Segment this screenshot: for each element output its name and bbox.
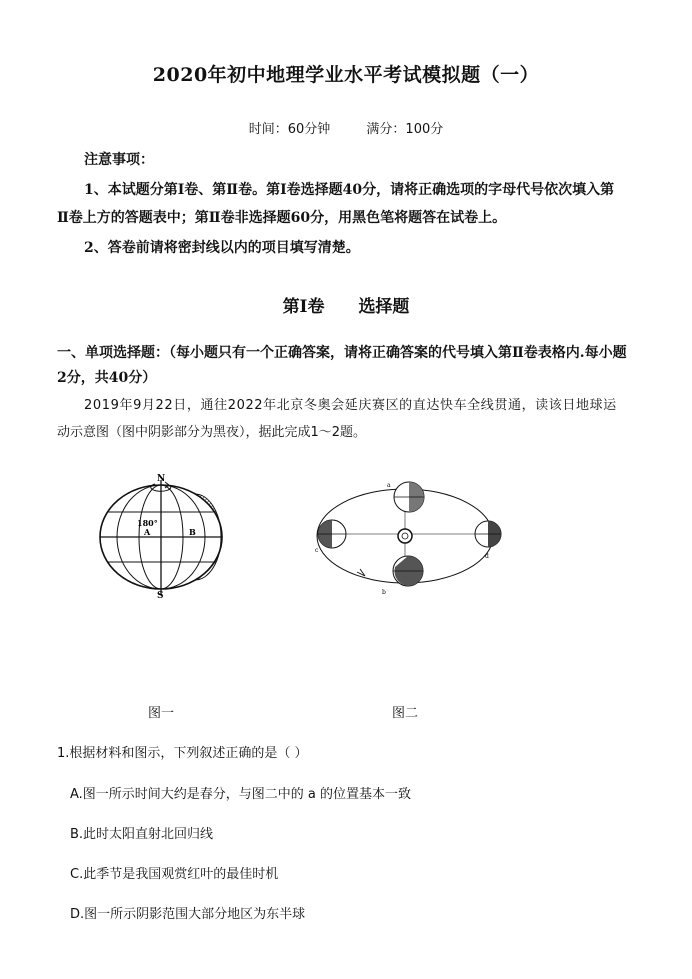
note-1-line-1: 1、本试题分第Ⅰ卷、第Ⅱ卷。第Ⅰ卷选择题40分，请将正确选项的字母代号依次填入第 — [84, 182, 615, 198]
figure-1-caption: 图一 — [148, 706, 175, 721]
label-b: B — [189, 527, 196, 537]
question-1-option-b: B.此时太阳直射北回归线 — [70, 827, 214, 842]
label-180: 180° — [137, 518, 158, 528]
sun — [398, 529, 412, 543]
section-part: 第Ⅰ卷 — [282, 297, 325, 317]
material-intro-line-1: 2019年9月22日，通往2022年北京冬奥会延庆赛区的直达快车全线贯通，读该日地球运 — [84, 398, 617, 413]
label-orbit-d: d — [485, 553, 489, 560]
question-1-option-c: C.此季节是我国观赏红叶的最佳时机 — [70, 867, 279, 882]
exam-time: 时间：60分钟 — [248, 122, 331, 137]
material-intro-line-2: 动示意图（图中阴影部分为黑夜），据此完成1～2题。 — [57, 425, 367, 440]
orbit-arrow — [357, 569, 365, 576]
notes-heading: 注意事项： — [84, 152, 154, 168]
earth-top — [394, 482, 424, 512]
figure-2-caption: 图二 — [392, 706, 419, 721]
label-orbit-a: a — [387, 482, 391, 489]
question-1-option-d: D.图一所示阴影范围大部分地区为东半球 — [70, 907, 306, 922]
question-group-heading-line-2: 2分，共40分） — [57, 370, 157, 386]
exam-meta — [0, 118, 692, 137]
label-south: S — [157, 591, 164, 600]
section-title — [0, 292, 692, 317]
question-1-option-a: A.图一所示时间大约是春分，与图二中的 a 的位置基本一致 — [70, 787, 412, 802]
exam-score: 满分：100分 — [366, 122, 444, 137]
page-title: 2020年初中地理学业水平考试模拟题（一） — [152, 64, 540, 86]
earth-right — [475, 521, 501, 547]
earth-left — [318, 520, 346, 548]
note-1-line-2: Ⅱ卷上方的答题表中；第Ⅱ卷非选择题60分，用黑色笔将题答在试卷上。 — [57, 210, 507, 226]
earth-bottom — [393, 556, 423, 586]
question-1-stem: 1.根据材料和图示，下列叙述正确的是（ ） — [57, 746, 308, 761]
figure-2-orbit — [305, 472, 505, 602]
label-north: N — [157, 474, 166, 484]
label-orbit-c: c — [315, 547, 319, 554]
note-2: 2、答卷前请将密封线以内的项目填写清楚。 — [84, 240, 360, 256]
figure-1-globe — [95, 470, 240, 600]
question-group-heading-line-1: 一、单项选择题：（每小题只有一个正确答案，请将正确答案的代号填入第Ⅱ卷表格内.每小题 — [57, 345, 627, 361]
section-name: 选择题 — [358, 297, 410, 317]
label-a: A — [144, 527, 151, 537]
label-orbit-b: b — [382, 589, 386, 596]
